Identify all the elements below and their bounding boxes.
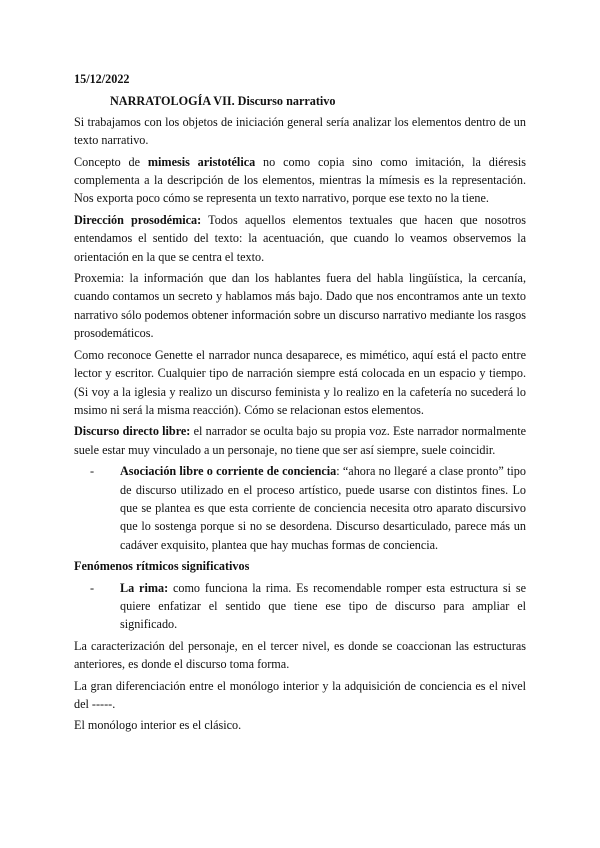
paragraph-discurso-directo [74, 422, 526, 459]
paragraph-genette: Como reconoce Genette el narrador nunca desaparece, es mimético, aquí está el pacto entre lector y escritor. Cualquier tipo de narración siempre está colocada en un espacio y tiempo. (Si voy a la iglesia y realizo un discurso feminista y lo realizo en la cafetería no sucederá lo msimo ni será la misma reacción). Cómo se relacionan estos elementos. [74, 347, 526, 417]
term-discurso-directo: Discurso directo libre: [74, 424, 191, 439]
term-rima: La rima: [120, 580, 169, 595]
list-item-asociacion-post: : “ahora no llegaré a clase pronto” tipo de discurso utilizado en el proceso artístico, puede usarse con distintos fines. Lo que se plantea es que esta corriente de conciencia necesita otro aparato discursivo que lo sostenga porque si no se desordena. Discurso desarticulado, parece más un cadáver exquisito, plantea que hay muchas formas de conciencia. [120, 464, 526, 552]
document-body [74, 70, 526, 738]
paragraph-intro: Si trabajamos con los objetos de iniciación general sería analizar los elementos dentro de un texto narrativo. [74, 114, 526, 148]
section-heading-fenomenos: Fenómenos rítmicos significativos [74, 559, 250, 574]
bullet-dash: - [90, 464, 95, 479]
paragraph-mimesis [74, 153, 526, 208]
paragraph-prosodemica [74, 211, 526, 266]
paragraph-mimesis-post: no como copia sino como imitación, la diéresis complementa a la descripción de los elementos, mientras la mímesis es la representación. Nos exporta poco cómo se representa un texto narrativo, porque ese texto no la tiene. [74, 154, 527, 206]
term-mimesis: mimesis aristotélica [147, 154, 256, 169]
paragraph-diferenciacion: La gran diferenciación entre el monólogo interior y la adquisición de conciencia es el nivel del -----. [74, 678, 526, 711]
paragraph-prosodemica-post: Todos aquellos elementos textuales que hacen que nosotros entendamos el sentido del texto: la acentuación, que cuando lo veamos observemos la orientación en la que se centra el texto. [74, 212, 526, 264]
paragraph-caracterizacion: La caracterización del personaje, en el tercer nivel, es donde se coaccionan las estructuras anteriores, es donde el discurso toma forma. [74, 638, 526, 672]
term-asociacion: Asociación libre o corriente de conciencia [120, 464, 337, 479]
list-item-rima [88, 579, 526, 634]
document-date: 15/12/2022 [74, 72, 130, 86]
list-item-asociacion [88, 462, 526, 554]
document-title: NARRATOLOGÍA VII. Discurso narrativo [110, 94, 336, 109]
list-item-rima-post: como funciona la rima. Es recomendable romper esta estructura si se quiere enfatizar el sentido que tiene ese tipo de discurso para ampliar el significado. [120, 580, 526, 632]
paragraph-monologo: El monólogo interior es el clásico. [74, 718, 242, 733]
paragraph-proxemia: Proxemia: la información que dan los hablantes fuera del habla lingüística, la cercanía, cuando contamos un secreto y hablamos más bajo. Dado que nos encontramos ante un texto narrativo sólo podemos obtener información sobre un discurso narrativo mediante los rasgos prosodemáticos. [74, 271, 526, 341]
term-prosodemica: Dirección prosodémica: [74, 212, 202, 227]
paragraph-mimesis-pre: Concepto de [74, 154, 148, 169]
bullet-dash: - [90, 580, 95, 595]
paragraph-discurso-directo-post: el narrador se oculta bajo su propia voz. Este narrador normalmente suele estar muy vinculado a un personaje, no tiene que ser así siempre, suele coincidir. [74, 424, 526, 457]
